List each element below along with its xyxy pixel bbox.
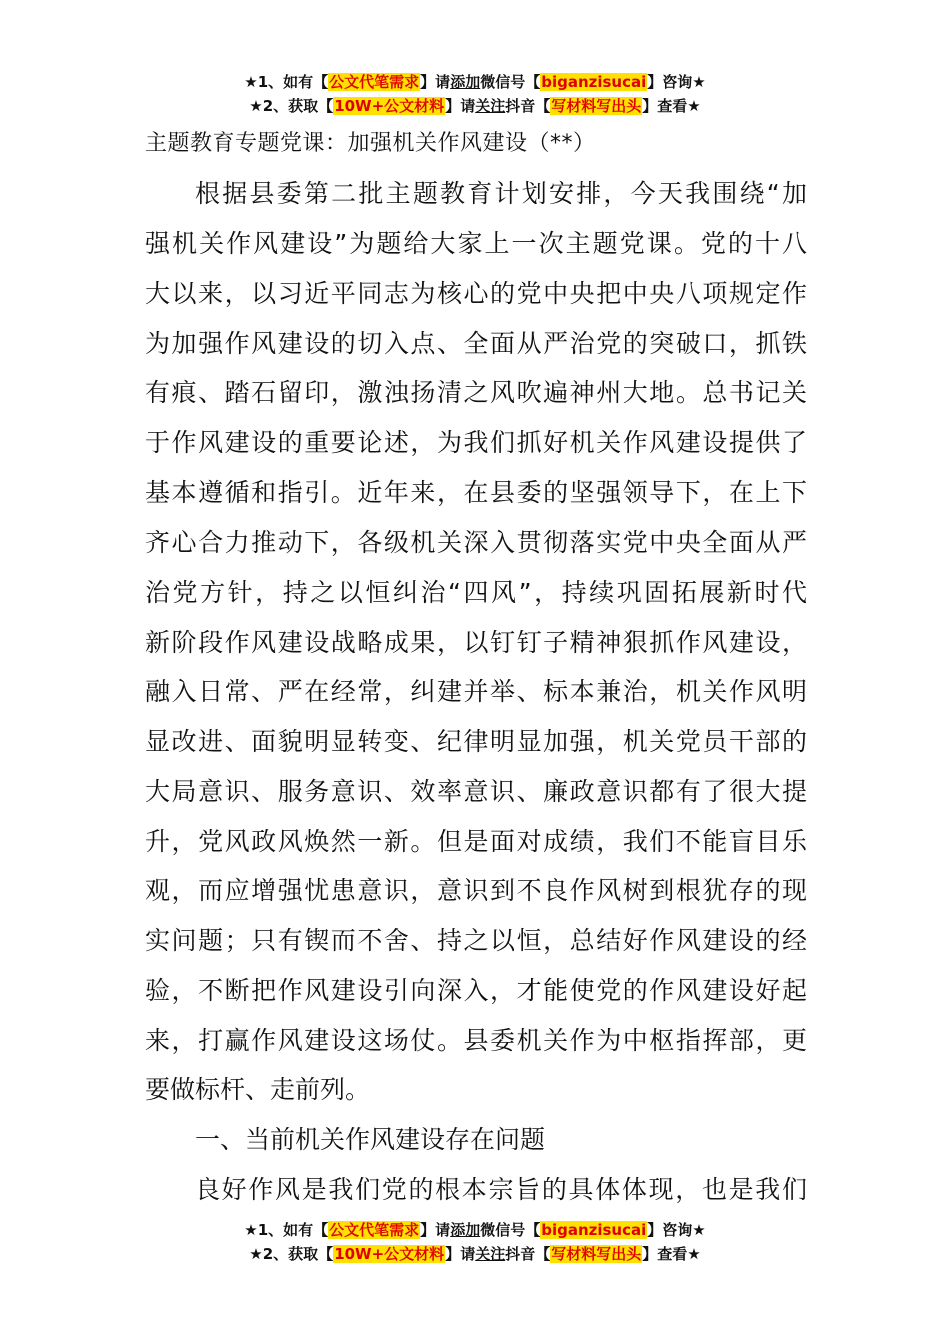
banner-text: 微信号【 (480, 1221, 541, 1239)
banner-text: ★1、如有【 (244, 73, 329, 91)
banner-text: 】查看★ (642, 97, 701, 115)
document-title: 主题教育专题党课：加强机关作风建设（**） (145, 131, 596, 156)
banner-text: 】查看★ (642, 1245, 701, 1263)
banner-text: 抖音【 (505, 1245, 551, 1263)
banner-text: 】咨询★ (647, 1221, 706, 1239)
paragraph-line: 显改进、面貌明显转变、纪律明显加强，机关党员干部的 (145, 727, 807, 756)
banner-highlight: 10W+公文材料 (334, 97, 445, 115)
banner-text: 】请 (445, 97, 476, 115)
banner-highlight: 写材料写出头 (551, 1245, 642, 1263)
banner-highlight: 写材料写出头 (551, 97, 642, 115)
paragraph-line: 有痕、踏石留印，激浊扬清之风吹遍神州大地。总书记关 (145, 378, 807, 407)
banner-underlined-text: 关注 (475, 1245, 506, 1263)
banner-highlight: 公文代笔需求 (329, 1221, 420, 1239)
paragraph-line: 良好作风是我们党的根本宗旨的具体体现，也是我们 (195, 1175, 807, 1204)
paragraph-line: 观，而应增强忧患意识，意识到不良作风树到根犹存的现 (145, 876, 807, 905)
banner-line-1 (0, 70, 950, 94)
paragraph-line: 基本遵循和指引。近年来，在县委的坚强领导下，在上下 (145, 478, 807, 507)
banner-text: 微信号【 (480, 73, 541, 91)
banner-highlight: 10W+公文材料 (334, 1245, 445, 1263)
paragraph-line: 齐心合力推动下，各级机关深入贯彻落实党中央全面从严 (145, 528, 807, 557)
banner-underlined-text: 添加 (450, 73, 481, 91)
banner-line-2 (0, 94, 950, 118)
banner-text: 】请 (420, 73, 451, 91)
paragraph-line: 于作风建设的重要论述，为我们抓好机关作风建设提供了 (145, 428, 807, 457)
section-heading: 一、当前机关作风建设存在问题 (195, 1125, 546, 1154)
paragraph-line: 根据县委第二批主题教育计划安排，今天我围绕“加 (195, 179, 807, 208)
banner-highlight: biganzisucai (541, 73, 647, 91)
banner-text: 】请 (420, 1221, 451, 1239)
paragraph-line: 升，党风政风焕然一新。但是面对成绩，我们不能盲目乐 (145, 827, 807, 856)
paragraph-line: 为加强作风建设的切入点、全面从严治党的突破口，抓铁 (145, 329, 807, 358)
paragraph-line: 实问题；只有锲而不舍、持之以恒，总结好作风建设的经 (145, 926, 807, 955)
banner-text: 】请 (445, 1245, 476, 1263)
banner-text: 抖音【 (505, 97, 551, 115)
paragraph-line: 来，打赢作风建设这场仗。县委机关作为中枢指挥部，更 (145, 1026, 807, 1055)
footer-banner (0, 1218, 950, 1266)
banner-highlight: biganzisucai (541, 1221, 647, 1239)
banner-text: 】咨询★ (647, 73, 706, 91)
banner-text: ★2、获取【 (249, 97, 334, 115)
paragraph-line: 验，不断把作风建设引向深入，才能使党的作风建设好起 (145, 976, 807, 1005)
header-banner (0, 70, 950, 118)
banner-line-2 (0, 1242, 950, 1266)
banner-underlined-text: 添加 (450, 1221, 481, 1239)
banner-line-1 (0, 1218, 950, 1242)
paragraph-line: 融入日常、严在经常，纠建并举、标本兼治，机关作风明 (145, 677, 807, 706)
banner-underlined-text: 关注 (475, 97, 506, 115)
paragraph-line: 大以来，以习近平同志为核心的党中央把中央八项规定作 (145, 279, 807, 308)
banner-text: ★1、如有【 (244, 1221, 329, 1239)
banner-highlight: 公文代笔需求 (329, 73, 420, 91)
paragraph-line: 要做标杆、走前列。 (145, 1075, 371, 1104)
paragraph-line: 大局意识、服务意识、效率意识、廉政意识都有了很大提 (145, 777, 807, 806)
banner-text: ★2、获取【 (249, 1245, 334, 1263)
paragraph-line: 强机关作风建设”为题给大家上一次主题党课。党的十八 (145, 229, 807, 258)
paragraph-line: 治党方针，持之以恒纠治“四风”，持续巩固拓展新时代 (145, 578, 807, 607)
paragraph-line: 新阶段作风建设战略成果，以钉钉子精神狠抓作风建设， (145, 628, 807, 657)
